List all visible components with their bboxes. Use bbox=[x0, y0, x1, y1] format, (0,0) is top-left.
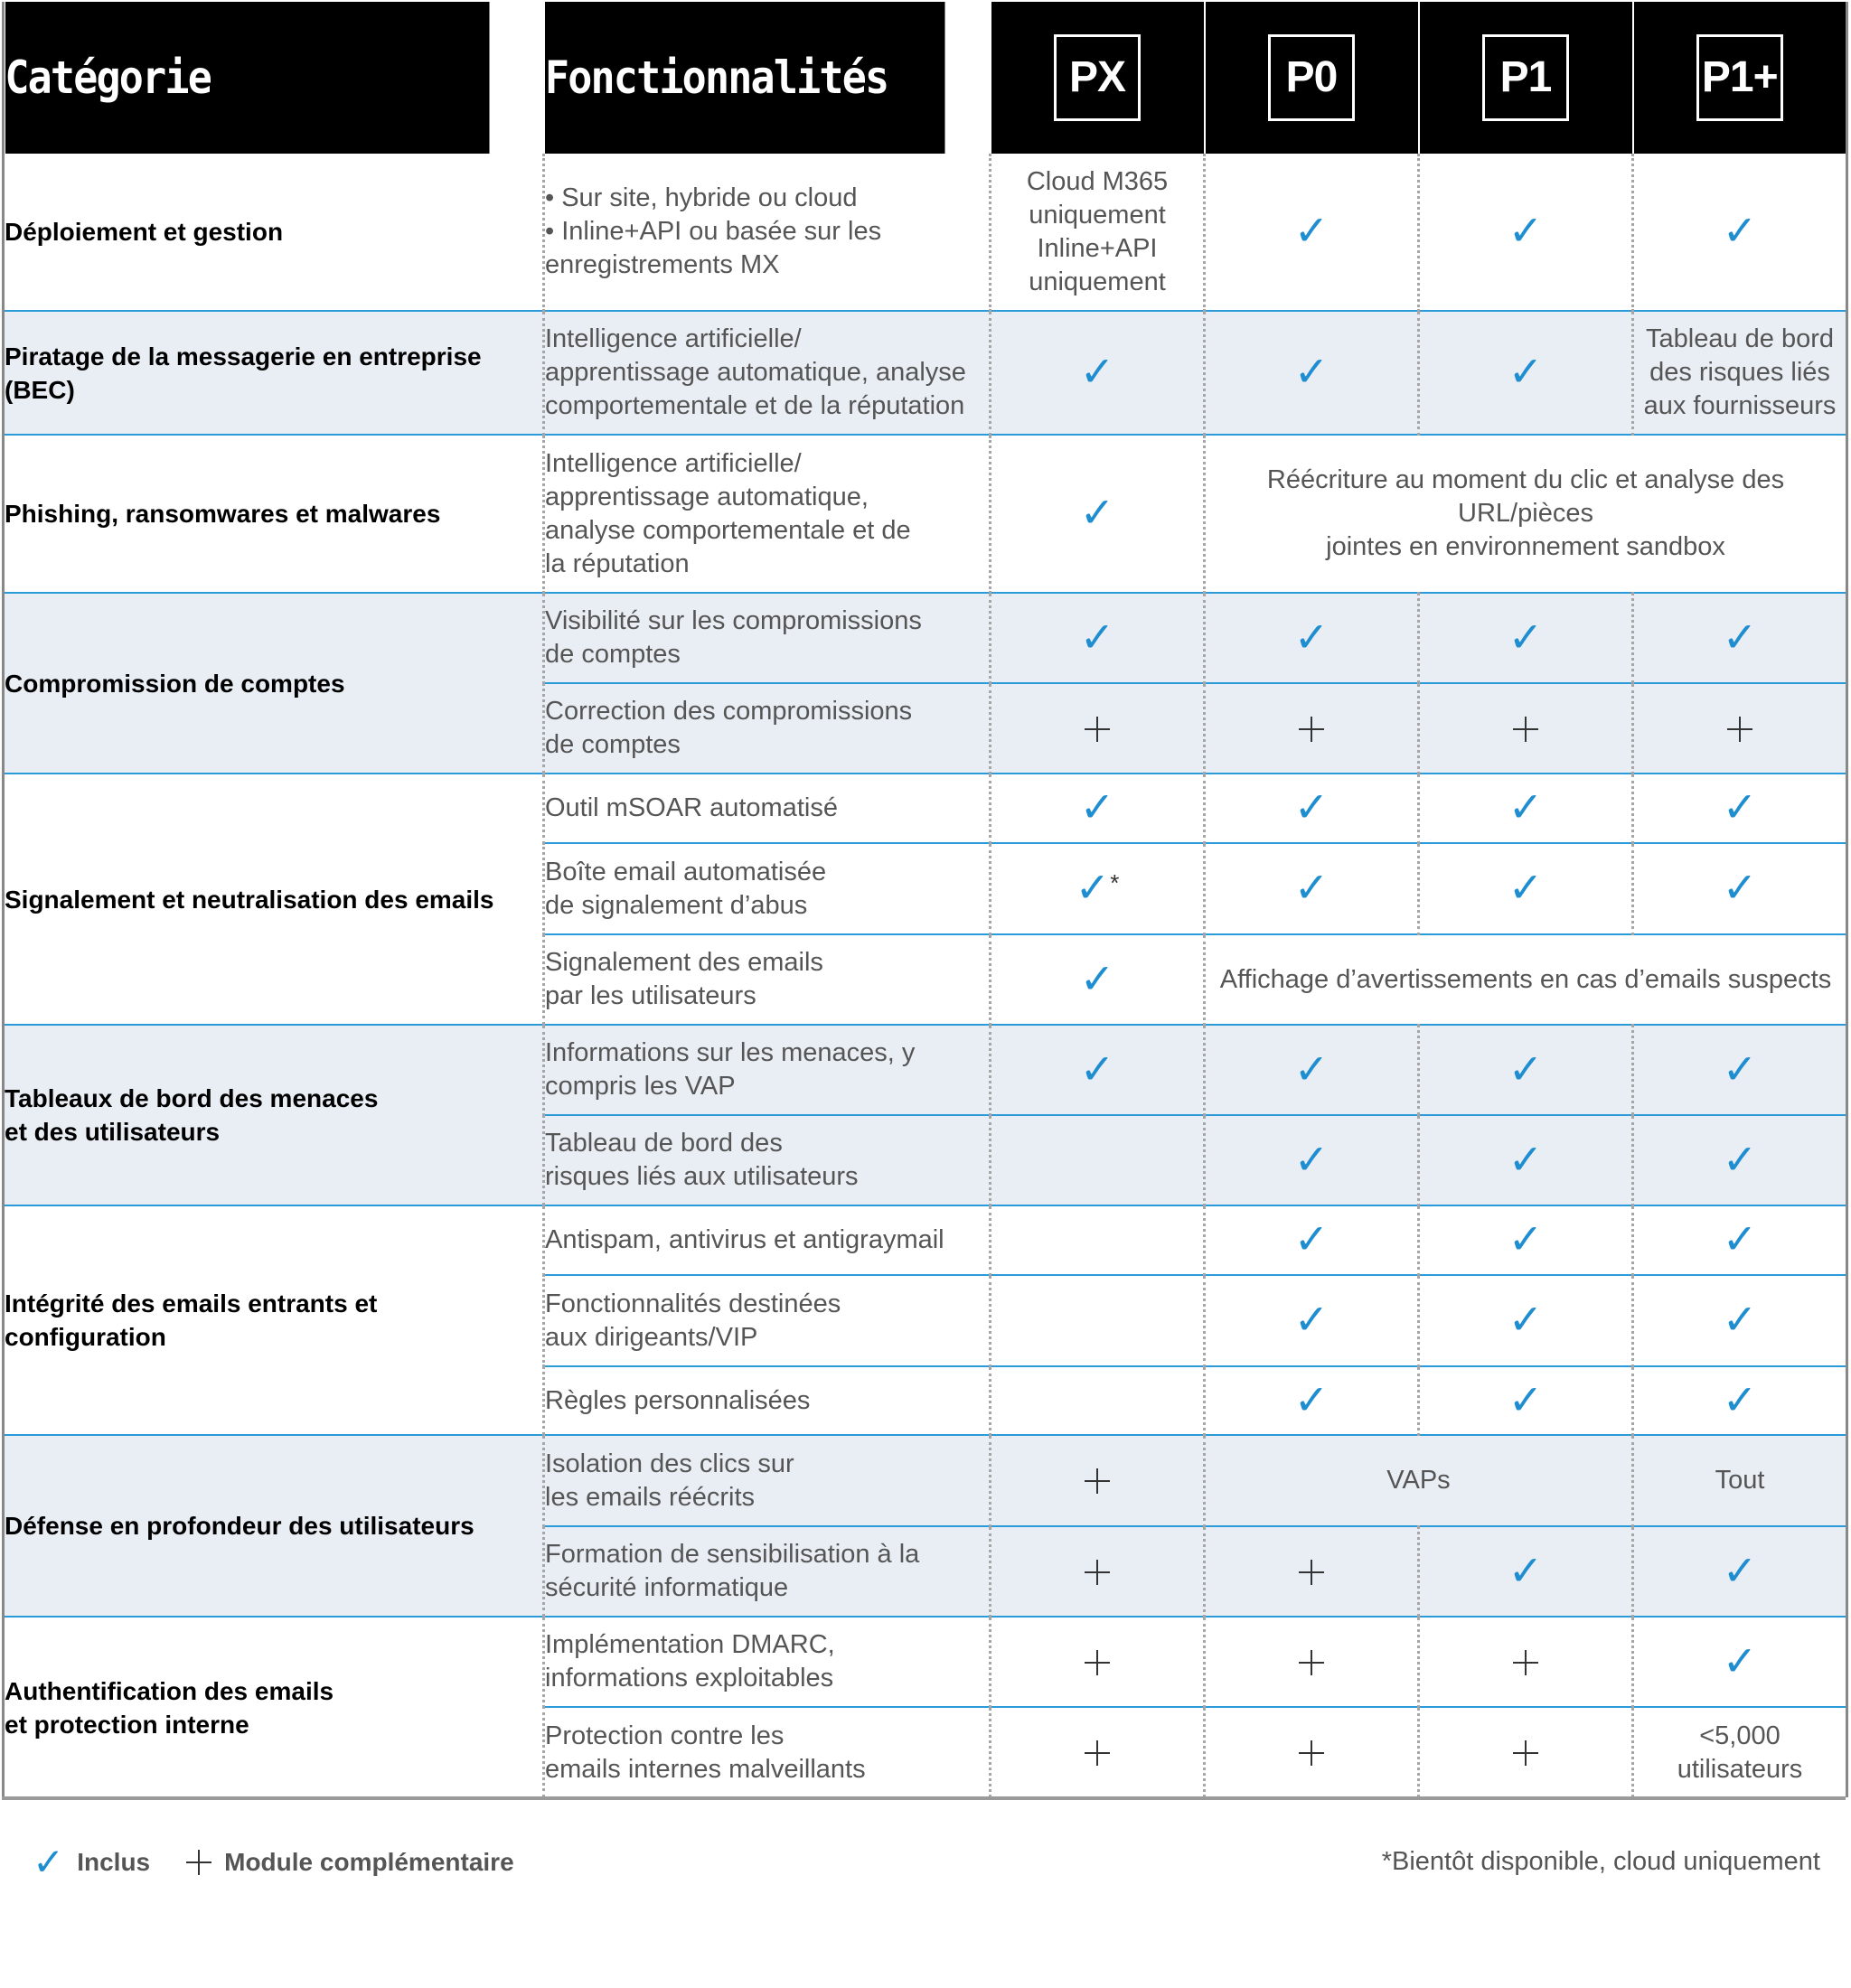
checkmark-icon: ✓ bbox=[1508, 1296, 1544, 1343]
plus-icon bbox=[1299, 1650, 1324, 1675]
table-row bbox=[4, 311, 1847, 435]
tier-px: PX bbox=[1054, 34, 1141, 121]
checkmark-icon: ✓ bbox=[1508, 1546, 1544, 1594]
cell-px bbox=[991, 311, 1205, 435]
checkmark-icon: ✓ bbox=[1722, 1375, 1758, 1423]
checkmark-icon: ✓ bbox=[33, 1841, 65, 1883]
row-feature: Protection contre les emails internes malveillants bbox=[544, 1707, 991, 1797]
row-feature: Formation de sensibilisation à la sécurité informatique bbox=[544, 1526, 991, 1617]
checkmark-icon: ✓ bbox=[1293, 1375, 1330, 1423]
plus-icon bbox=[1299, 1740, 1324, 1766]
cell-p1plus: <5,000 utilisateurs bbox=[1633, 1707, 1847, 1797]
cell-p1 bbox=[1419, 1617, 1633, 1707]
checkmark-icon: ✓ bbox=[1079, 613, 1115, 661]
checkmark-icon: ✓ bbox=[1079, 489, 1115, 536]
checkmark-icon: ✓ bbox=[1508, 1135, 1544, 1183]
checkmark-icon: ✓ bbox=[1722, 1636, 1758, 1684]
tier-p0: P0 bbox=[1268, 34, 1355, 121]
cell-px bbox=[991, 1366, 1205, 1435]
plus-icon bbox=[1299, 1560, 1324, 1585]
row-category: Compromission de comptes bbox=[4, 593, 544, 774]
cell-p1plus bbox=[1633, 593, 1847, 683]
cell-p0 bbox=[1205, 1707, 1419, 1797]
cell-p0 bbox=[1205, 1025, 1419, 1115]
checkmark-icon: ✓ bbox=[1293, 1045, 1330, 1092]
cell-p0 bbox=[1205, 1275, 1419, 1366]
checkmark-icon: ✓ bbox=[1508, 1375, 1544, 1423]
cell-px bbox=[991, 1526, 1205, 1617]
legend bbox=[33, 1843, 514, 1881]
cell-p0 bbox=[1205, 1617, 1419, 1707]
plus-icon bbox=[1727, 717, 1752, 742]
cell-px: Cloud M365 uniquement Inline+API uniquement bbox=[991, 154, 1205, 311]
checkmark-icon: ✓ bbox=[1508, 864, 1544, 911]
cell-p1 bbox=[1419, 774, 1633, 843]
checkmark-icon: ✓ bbox=[1722, 864, 1758, 911]
checkmark-icon: ✓ bbox=[1293, 864, 1330, 911]
cell-p0 bbox=[1205, 593, 1419, 683]
row-feature: Informations sur les menaces, y compris les VAP bbox=[544, 1025, 991, 1115]
row-feature: Signalement des emails par les utilisateurs bbox=[544, 934, 991, 1025]
cell-px bbox=[991, 435, 1205, 593]
plus-icon bbox=[186, 1850, 211, 1875]
checkmark-icon: ✓ bbox=[1293, 1135, 1330, 1183]
row-feature: • Sur site, hybride ou cloud • Inline+API ou basée sur les enregistrements MX bbox=[544, 154, 991, 311]
cell-p0 bbox=[1205, 1205, 1419, 1275]
cell-p0 bbox=[1205, 1115, 1419, 1205]
row-feature: Règles personnalisées bbox=[544, 1366, 991, 1435]
cell-p1 bbox=[1419, 1707, 1633, 1797]
checkmark-icon: ✓ bbox=[1722, 1546, 1758, 1594]
checkmark-icon: ✓ bbox=[1508, 783, 1544, 830]
checkmark-icon: ✓ bbox=[1508, 1045, 1544, 1092]
cell-p1 bbox=[1419, 593, 1633, 683]
cell-p1plus bbox=[1633, 843, 1847, 934]
row-category: Signalement et neutralisation des emails bbox=[4, 774, 544, 1025]
plus-icon bbox=[1513, 717, 1538, 742]
row-feature: Tableau de bord des risques liés aux utilisateurs bbox=[544, 1115, 991, 1205]
comparison-table bbox=[2, 2, 1848, 1797]
plus-icon bbox=[1085, 1740, 1110, 1766]
checkmark-icon: ✓ bbox=[1293, 207, 1330, 254]
checkmark-icon: ✓ bbox=[1079, 954, 1115, 1002]
checkmark-icon: ✓ bbox=[1508, 613, 1544, 661]
table-row bbox=[4, 593, 1847, 683]
cell-p1 bbox=[1419, 1275, 1633, 1366]
checkmark-icon: ✓ bbox=[1722, 783, 1758, 830]
tier-p1: P1 bbox=[1482, 34, 1569, 121]
checkmark-icon: ✓ bbox=[1079, 348, 1115, 395]
plus-icon bbox=[1513, 1650, 1538, 1675]
cell-p1 bbox=[1419, 843, 1633, 934]
checkmark-icon: ✓ bbox=[1722, 207, 1758, 254]
row-category: Tableaux de bord des menaces et des utilisateurs bbox=[4, 1025, 544, 1205]
table-row bbox=[4, 1435, 1847, 1526]
row-category: Piratage de la messagerie en entreprise (BEC) bbox=[4, 311, 544, 435]
tier-p1plus: P1+ bbox=[1696, 34, 1783, 121]
checkmark-icon: ✓ bbox=[1722, 1135, 1758, 1183]
row-category: Authentification des emails et protection interne bbox=[4, 1617, 544, 1797]
cell-p0 bbox=[1205, 683, 1419, 774]
plus-icon bbox=[1085, 717, 1110, 742]
row-feature: Fonctionnalités destinées aux dirigeants/VIP bbox=[544, 1275, 991, 1366]
cell-p1 bbox=[1419, 1115, 1633, 1205]
cell-p1plus bbox=[1633, 1617, 1847, 1707]
cell-p1plus bbox=[1633, 1025, 1847, 1115]
cell-p1plus bbox=[1633, 683, 1847, 774]
cell-p0 bbox=[1205, 1366, 1419, 1435]
cell-p1plus bbox=[1633, 1205, 1847, 1275]
row-feature: Intelligence artificielle/ apprentissage automatique, analyse comportementale et de la réputation bbox=[544, 311, 991, 435]
checkmark-icon: ✓ bbox=[1722, 1296, 1758, 1343]
row-feature: Isolation des clics sur les emails réécrits bbox=[544, 1435, 991, 1526]
plus-icon bbox=[1085, 1560, 1110, 1585]
checkmark-icon: ✓ bbox=[1508, 207, 1544, 254]
cell-p0-p1: VAPs bbox=[1205, 1435, 1633, 1526]
table-bottom-rule bbox=[2, 1796, 1846, 1800]
cell-p1 bbox=[1419, 1526, 1633, 1617]
cell-px bbox=[991, 1275, 1205, 1366]
row-feature: Implémentation DMARC, informations exploitables bbox=[544, 1617, 991, 1707]
checkmark-icon: ✓ bbox=[1293, 613, 1330, 661]
cell-px bbox=[991, 1115, 1205, 1205]
row-category: Phishing, ransomwares et malwares bbox=[4, 435, 544, 593]
row-feature: Antispam, antivirus et antigraymail bbox=[544, 1205, 991, 1275]
legend-addon: Module complémentaire bbox=[224, 1848, 514, 1876]
checkmark-icon: ✓ bbox=[1722, 613, 1758, 661]
row-category: Intégrité des emails entrants et configuration bbox=[4, 1205, 544, 1435]
legend-included: Inclus bbox=[77, 1848, 151, 1876]
cell-px bbox=[991, 934, 1205, 1025]
checkmark-icon: ✓ bbox=[1293, 348, 1330, 395]
row-feature: Correction des compromissions de comptes bbox=[544, 683, 991, 774]
row-feature: Boîte email automatisée de signalement d’abus bbox=[544, 843, 991, 934]
cell-px bbox=[991, 1435, 1205, 1526]
cell-px bbox=[991, 1617, 1205, 1707]
cell-p0 bbox=[1205, 774, 1419, 843]
cell-px bbox=[991, 593, 1205, 683]
cell-p1 bbox=[1419, 1025, 1633, 1115]
header-row bbox=[4, 2, 1847, 154]
cell-p1plus bbox=[1633, 1275, 1847, 1366]
cell-p1 bbox=[1419, 1205, 1633, 1275]
cell-p1plus bbox=[1633, 1115, 1847, 1205]
cell-p1plus bbox=[1633, 1366, 1847, 1435]
table-row bbox=[4, 1205, 1847, 1275]
row-category: Défense en profondeur des utilisateurs bbox=[4, 1435, 544, 1617]
cell-p0 bbox=[1205, 843, 1419, 934]
cell-px bbox=[991, 1707, 1205, 1797]
checkmark-icon: ✓ bbox=[1508, 348, 1544, 395]
cell-px bbox=[991, 843, 1205, 934]
cell-p0-p1plus: Affichage d’avertissements en cas d’emails suspects bbox=[1205, 934, 1847, 1025]
table-row bbox=[4, 154, 1847, 311]
cell-p0 bbox=[1205, 311, 1419, 435]
cell-px bbox=[991, 1025, 1205, 1115]
header-features: Fonctionnalités bbox=[544, 2, 946, 154]
plus-icon bbox=[1085, 1650, 1110, 1675]
row-category: Déploiement et gestion bbox=[4, 154, 544, 311]
footnote: *Bientôt disponible, cloud uniquement bbox=[1381, 1847, 1820, 1876]
checkmark-icon: ✓ bbox=[1722, 1045, 1758, 1092]
plus-icon bbox=[1299, 717, 1324, 742]
cell-px bbox=[991, 1205, 1205, 1275]
cell-p1plus bbox=[1633, 1526, 1847, 1617]
cell-p0 bbox=[1205, 1526, 1419, 1617]
cell-p1plus bbox=[1633, 774, 1847, 843]
checkmark-icon: ✓ bbox=[1075, 864, 1111, 911]
cell-p1 bbox=[1419, 1366, 1633, 1435]
checkmark-icon: ✓ bbox=[1293, 1296, 1330, 1343]
checkmark-icon: ✓ bbox=[1293, 783, 1330, 830]
table-row bbox=[4, 774, 1847, 843]
cell-p1 bbox=[1419, 683, 1633, 774]
row-feature: Outil mSOAR automatisé bbox=[544, 774, 991, 843]
cell-p1 bbox=[1419, 154, 1633, 311]
plus-icon bbox=[1513, 1740, 1538, 1766]
checkmark-icon: ✓ bbox=[1293, 1215, 1330, 1262]
checkmark-icon: ✓ bbox=[1079, 783, 1115, 830]
cell-p1plus: Tableau de bord des risques liés aux fournisseurs bbox=[1633, 311, 1847, 435]
cell-px bbox=[991, 774, 1205, 843]
asterisk-mark: * bbox=[1110, 869, 1120, 896]
cell-p1plus bbox=[1633, 154, 1847, 311]
cell-px bbox=[991, 683, 1205, 774]
checkmark-icon: ✓ bbox=[1508, 1215, 1544, 1262]
table-row bbox=[4, 1617, 1847, 1707]
plus-icon bbox=[1085, 1468, 1110, 1494]
row-feature: Intelligence artificielle/ apprentissage automatique, analyse comportementale et de la réputation bbox=[544, 435, 991, 593]
header-category: Catégorie bbox=[4, 2, 490, 154]
cell-p0 bbox=[1205, 154, 1419, 311]
table-row bbox=[4, 435, 1847, 593]
checkmark-icon: ✓ bbox=[1722, 1215, 1758, 1262]
checkmark-icon: ✓ bbox=[1079, 1045, 1115, 1092]
row-feature: Visibilité sur les compromissions de comptes bbox=[544, 593, 991, 683]
cell-p1 bbox=[1419, 311, 1633, 435]
table-row bbox=[4, 1025, 1847, 1115]
cell-p0-p1plus: Réécriture au moment du clic et analyse des URL/pièces jointes en environnement sandbox bbox=[1205, 435, 1847, 593]
cell-p1plus: Tout bbox=[1633, 1435, 1847, 1526]
